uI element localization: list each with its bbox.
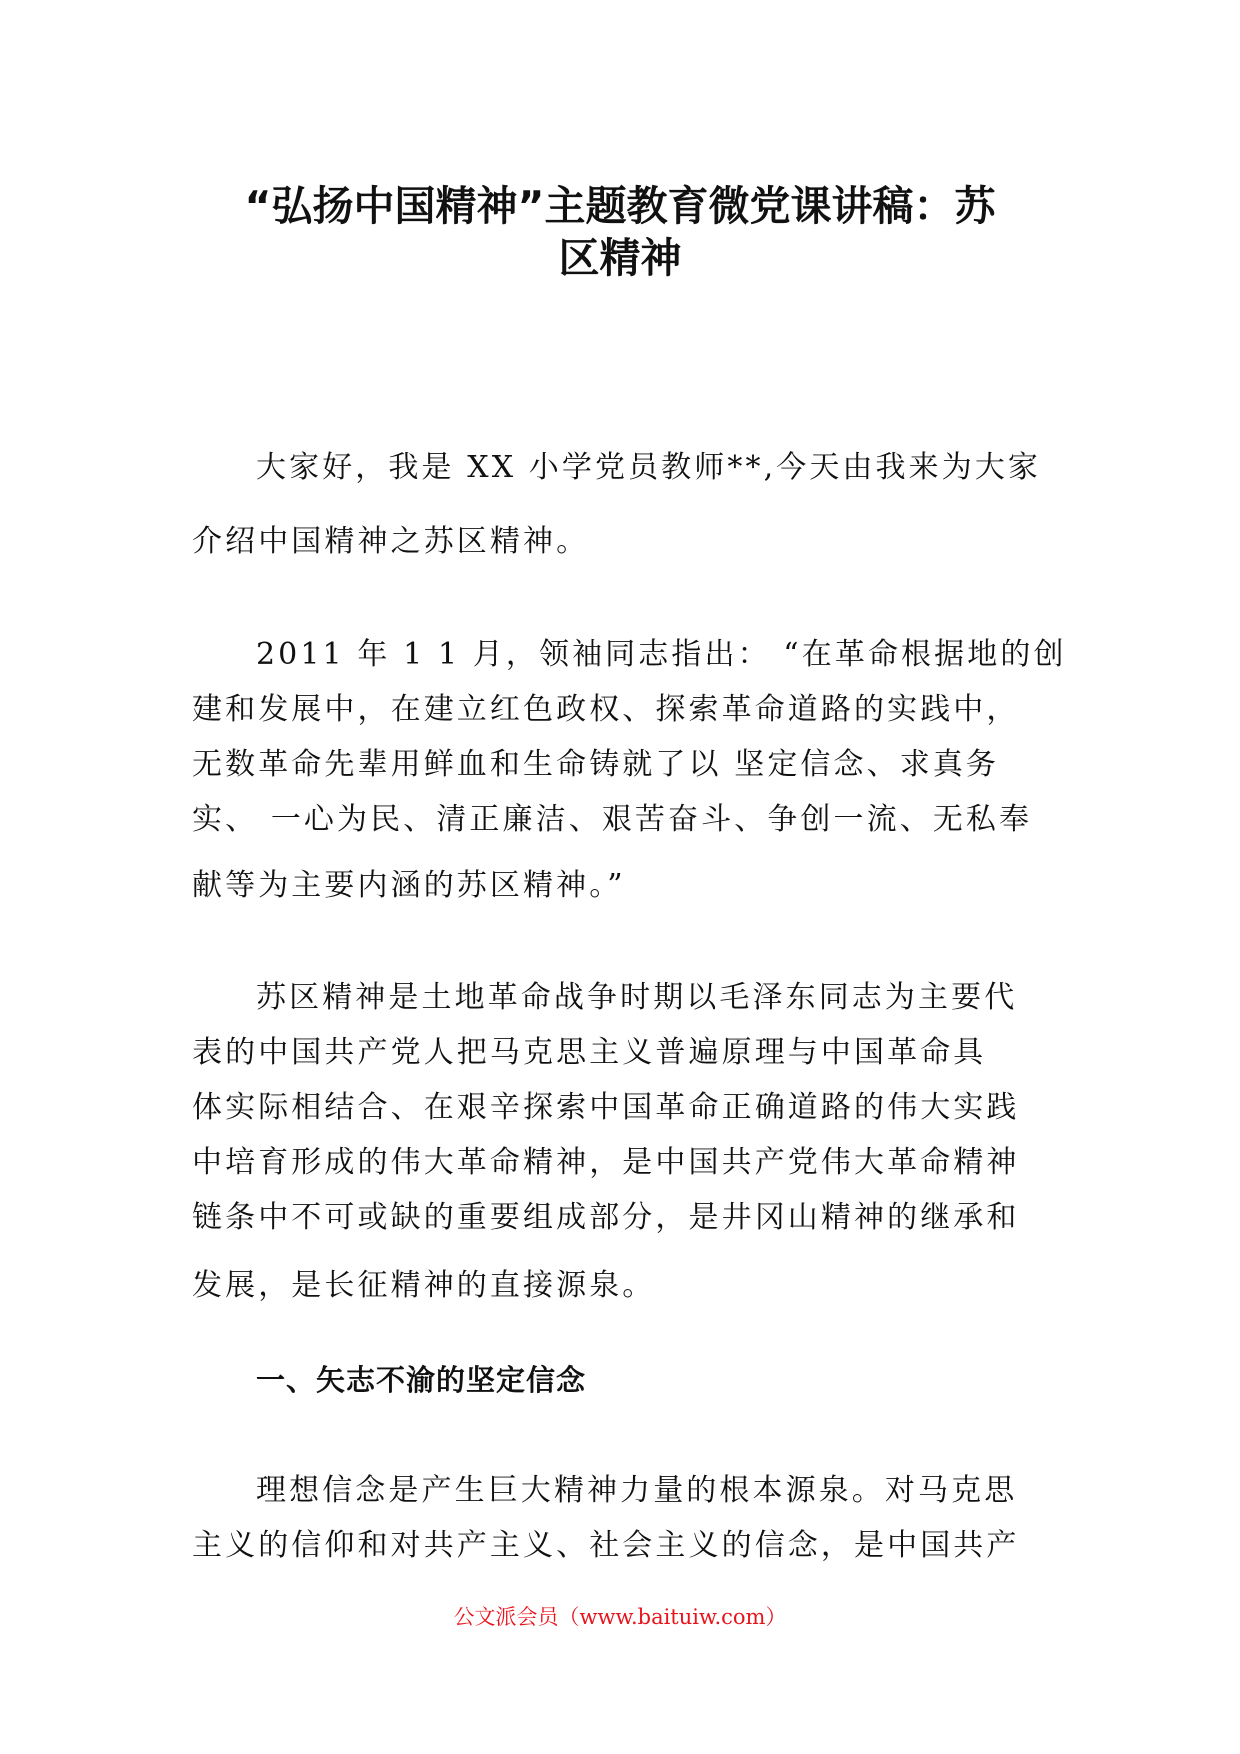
- paragraph-line: 建和发展中，在建立红色政权、探索革命道路的实践中，: [192, 692, 1020, 727]
- paragraph-line: 介绍中国精神之苏区精神。: [192, 524, 590, 559]
- paragraph-line: 2011 年 1 1 月，领袖同志指出： “在革命根据地的创: [256, 637, 1067, 672]
- paragraph-line: 中培育形成的伟大革命精神，是中国共产党伟大革命精神: [192, 1145, 1020, 1180]
- paragraph-line: 体实际相结合、在艰辛探索中国革命正确道路的伟大实践: [192, 1090, 1020, 1125]
- document-title-line-1: “弘扬中国精神”主题教育微党课讲稿：苏: [244, 182, 996, 230]
- paragraph-line: 苏区精神是土地革命战争时期以毛泽东同志为主要代: [256, 980, 1018, 1015]
- paragraph-line: 表的中国共产党人把马克思主义普遍原理与中国革命具: [192, 1035, 987, 1070]
- paragraph-line: 主义的信仰和对共产主义、社会主义的信念，是中国共产: [192, 1528, 1020, 1563]
- paragraph-line: 链条中不可或缺的重要组成部分，是井冈山精神的继承和: [192, 1200, 1020, 1235]
- paragraph-line: 发展，是长征精神的直接源泉。: [192, 1268, 656, 1303]
- document-title-line-2: 区精神: [558, 234, 682, 282]
- paragraph-line: 实、 一心为民、清正廉洁、艰苦奋斗、争创一流、无私奉: [192, 802, 1033, 837]
- paragraph-line: 献等为主要内涵的苏区精神。”: [192, 868, 626, 903]
- paragraph-line: 理想信念是产生巨大精神力量的根本源泉。对马克思: [256, 1473, 1018, 1508]
- paragraph-line: 无数革命先辈用鲜血和生命铸就了以 坚定信念、求真务: [192, 747, 1000, 782]
- section-heading: 一、矢志不渝的坚定信念: [256, 1363, 587, 1397]
- paragraph-line: 大家好，我是 XX 小学党员教师**,今天由我来为大家: [256, 450, 1042, 485]
- footer-member-link[interactable]: 公文派会员（www.baituiw.com）: [453, 1605, 787, 1629]
